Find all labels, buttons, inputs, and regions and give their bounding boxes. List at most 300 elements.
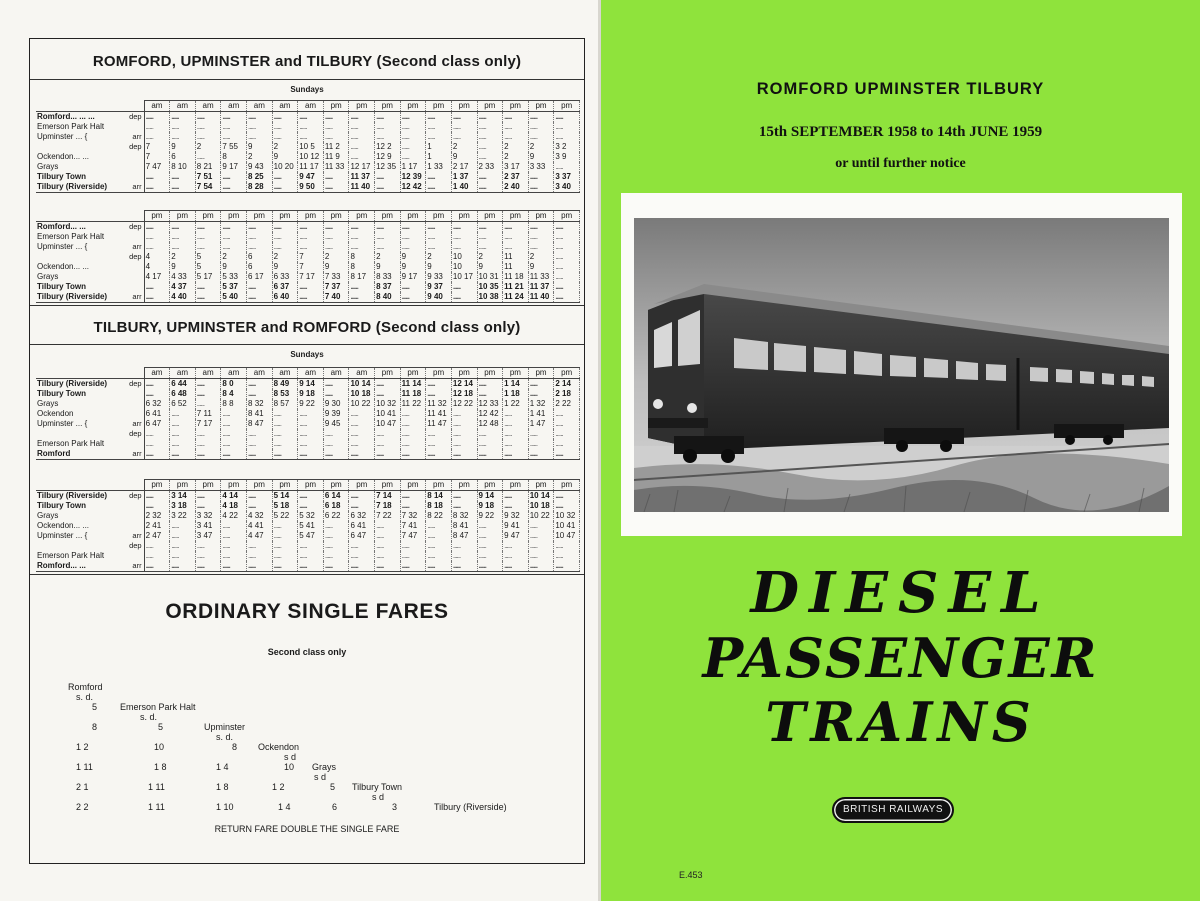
departure-time: ...... — [170, 409, 196, 419]
departure-time: 10 47 — [375, 419, 401, 429]
departure-time: 11 18 — [400, 389, 426, 399]
departure-time: ...... — [247, 561, 273, 572]
departure-time: ...... — [426, 541, 452, 551]
arr-dep-label: dep — [120, 379, 144, 390]
time-period-header: am — [195, 101, 221, 112]
departure-time: ...... — [170, 222, 196, 233]
time-period-header: pm — [170, 480, 196, 491]
departure-time: 10 22 — [349, 399, 375, 409]
time-period-header: pm — [477, 480, 503, 491]
departure-time: 9 39 — [323, 409, 349, 419]
time-period-header: pm — [503, 480, 529, 491]
timetable-frame — [29, 38, 585, 864]
departure-time: ...... — [375, 232, 401, 242]
fare-value: 6 — [332, 802, 338, 812]
fare-unit: s. d. — [140, 712, 158, 722]
departure-time: ...... — [528, 521, 554, 531]
time-period-header: pm — [503, 368, 529, 379]
departure-time: ...... — [503, 551, 529, 561]
departure-time: 9 47 — [503, 531, 529, 541]
time-period-header: pm — [349, 211, 375, 222]
cover-title-diesel: DIESEL — [750, 560, 1051, 626]
departure-time: ...... — [426, 182, 452, 193]
station-name: Tilbury Town — [37, 501, 87, 510]
departure-time: 9 30 — [323, 399, 349, 409]
arr-dep-label — [120, 282, 144, 292]
section-title-outbound: ROMFORD, UPMINSTER and TILBURY (Second class only) — [92, 53, 522, 70]
departure-time: ...... — [528, 551, 554, 561]
departure-time: ...... — [221, 439, 247, 449]
departure-time: ...... — [554, 491, 580, 502]
departure-time: 12 22 — [451, 399, 477, 409]
departure-time: ...... — [554, 409, 580, 419]
departure-time: ...... — [144, 389, 170, 399]
departure-time: 8 40 — [375, 292, 401, 303]
timetable-row — [36, 222, 580, 233]
departure-time: 4 — [144, 262, 170, 272]
departure-time: ...... — [170, 122, 196, 132]
departure-time: 8 10 — [170, 162, 196, 172]
departure-time: ...... — [554, 449, 580, 460]
timetable-row — [36, 501, 580, 511]
departure-time: ...... — [195, 389, 221, 399]
station-name: Upminster ... { — [37, 531, 88, 540]
departure-time: 2 — [247, 152, 273, 162]
departure-time: 6 32 — [144, 399, 170, 409]
departure-time: ...... — [375, 182, 401, 193]
arr-dep-label: dep — [120, 252, 144, 262]
departure-time: 12 18 — [451, 389, 477, 399]
departure-time: 12 42 — [477, 409, 503, 419]
time-period-header: pm — [375, 101, 401, 112]
departure-time: ...... — [195, 242, 221, 252]
departure-time: 2 14 — [554, 379, 580, 390]
station-name: Ockendon... ... — [37, 521, 90, 530]
departure-time: 2 — [528, 142, 554, 152]
arr-dep-label: dep — [120, 222, 144, 233]
departure-time: 10 32 — [375, 399, 401, 409]
time-period-header: pm — [349, 480, 375, 491]
departure-time: 11 33 — [323, 162, 349, 172]
departure-time: 11 41 — [426, 409, 452, 419]
departure-time: ...... — [375, 112, 401, 123]
arr-dep-label — [120, 439, 144, 449]
time-period-header: am — [323, 368, 349, 379]
departure-time: ...... — [477, 142, 503, 152]
station-name: Ockendon — [37, 409, 74, 418]
departure-time: 11 47 — [426, 419, 452, 429]
departure-time: 1 — [426, 142, 452, 152]
timetable-row — [36, 282, 580, 292]
departure-time: ...... — [298, 232, 324, 242]
departure-time: 4 22 — [221, 511, 247, 521]
departure-time: ...... — [451, 409, 477, 419]
departure-time: 10 — [451, 262, 477, 272]
departure-time: ...... — [221, 112, 247, 123]
departure-time: 8 21 — [195, 162, 221, 172]
departure-time: 8 41 — [247, 409, 273, 419]
arr-dep-label — [120, 501, 144, 511]
departure-time: ...... — [400, 112, 426, 123]
arr-dep-label — [120, 262, 144, 272]
cover-title-passenger: PASSENGER — [702, 626, 1099, 690]
departure-time: ...... — [195, 501, 221, 511]
departure-time: 2 47 — [144, 531, 170, 541]
departure-time: ...... — [503, 491, 529, 502]
departure-time: 3 32 — [195, 511, 221, 521]
departure-time: 6 52 — [170, 399, 196, 409]
departure-time: 6 37 — [272, 282, 298, 292]
departure-time: ...... — [221, 419, 247, 429]
departure-time: ...... — [170, 439, 196, 449]
departure-time: 9 40 — [426, 292, 452, 303]
timetable-row — [36, 379, 580, 390]
departure-time: 8 14 — [426, 491, 452, 502]
departure-time: ...... — [477, 531, 503, 541]
departure-time: ...... — [221, 242, 247, 252]
departure-time: 1 18 — [503, 389, 529, 399]
timetable-row — [36, 429, 580, 439]
departure-time: ...... — [503, 439, 529, 449]
departure-time: ...... — [451, 501, 477, 511]
station-name: Grays — [37, 162, 59, 171]
departure-time: 3 14 — [170, 491, 196, 502]
time-period-header: pm — [298, 211, 324, 222]
departure-time: 2 — [451, 142, 477, 152]
time-period-header: am — [170, 101, 196, 112]
fares-subtitle: Second class only — [267, 647, 347, 657]
departure-time: ...... — [400, 541, 426, 551]
departure-time: 1 14 — [503, 379, 529, 390]
departure-time: ...... — [195, 222, 221, 233]
departure-time: 10 32 — [554, 511, 580, 521]
departure-time: 5 — [195, 252, 221, 262]
departure-time: 5 37 — [221, 282, 247, 292]
departure-time: ...... — [349, 122, 375, 132]
arr-dep-label: arr — [120, 449, 144, 460]
departure-time: 4 — [144, 252, 170, 262]
departure-time: 7 22 — [375, 511, 401, 521]
departure-time: ...... — [477, 449, 503, 460]
departure-time: ...... — [349, 142, 375, 152]
station-name: Emerson Park Halt — [37, 551, 105, 560]
cover-page — [598, 0, 1200, 901]
timetable-row — [36, 162, 580, 172]
departure-time: ...... — [323, 122, 349, 132]
departure-time: ...... — [477, 242, 503, 252]
timetable-row — [36, 491, 580, 502]
time-period-header: pm — [349, 101, 375, 112]
departure-time: ...... — [272, 419, 298, 429]
fare-unit: s d — [284, 752, 297, 762]
departure-time: ...... — [426, 531, 452, 541]
departure-time: ...... — [477, 152, 503, 162]
station-name — [36, 252, 120, 262]
time-period-header: pm — [144, 480, 170, 491]
time-period-header: am — [221, 101, 247, 112]
departure-time: ...... — [528, 389, 554, 399]
departure-time: 8 25 — [247, 172, 273, 182]
departure-time: 9 18 — [298, 389, 324, 399]
departure-time: 8 — [221, 152, 247, 162]
departure-time: ...... — [144, 292, 170, 303]
departure-time: ...... — [554, 222, 580, 233]
departure-time: 9 — [170, 262, 196, 272]
departure-time: ...... — [375, 551, 401, 561]
fare-value: 5 — [92, 702, 98, 712]
departure-time: ...... — [272, 222, 298, 233]
departure-time: 2 — [426, 252, 452, 262]
timetable-row — [36, 409, 580, 419]
departure-time: ...... — [170, 112, 196, 123]
departure-time: ...... — [477, 232, 503, 242]
departure-time: ...... — [323, 561, 349, 572]
departure-time: 11 37 — [528, 282, 554, 292]
departure-time: ...... — [349, 112, 375, 123]
departure-time: ...... — [144, 541, 170, 551]
time-period-header: am — [247, 368, 273, 379]
station-name: Grays — [37, 399, 59, 408]
departure-time: ...... — [375, 521, 401, 531]
departure-time: 9 — [272, 152, 298, 162]
departure-time: 5 41 — [298, 521, 324, 531]
departure-time: 7 17 — [298, 272, 324, 282]
time-period-header: am — [272, 368, 298, 379]
departure-time: ...... — [503, 132, 529, 142]
departure-time: 3 9 — [554, 152, 580, 162]
departure-time: 2 32 — [144, 511, 170, 521]
departure-time: 4 40 — [170, 292, 196, 303]
departure-time: 10 31 — [477, 272, 503, 282]
departure-time: ...... — [503, 501, 529, 511]
departure-time: 6 33 — [272, 272, 298, 282]
departure-time: 3 22 — [170, 511, 196, 521]
departure-time: 8 0 — [221, 379, 247, 390]
departure-time: ...... — [451, 122, 477, 132]
departure-time: ...... — [528, 122, 554, 132]
departure-time: ...... — [195, 232, 221, 242]
departure-time: 3 17 — [503, 162, 529, 172]
timetable-row — [36, 449, 580, 460]
departure-time: ...... — [195, 152, 221, 162]
arr-dep-label: arr — [120, 242, 144, 252]
departure-time: ...... — [298, 112, 324, 123]
time-period-header: pm — [503, 211, 529, 222]
time-period-header: am — [247, 101, 273, 112]
departure-time: ...... — [247, 449, 273, 460]
time-period-header: pm — [528, 211, 554, 222]
departure-time: ...... — [323, 541, 349, 551]
departure-time: ...... — [298, 409, 324, 419]
time-period-header: pm — [272, 480, 298, 491]
departure-time: ...... — [272, 531, 298, 541]
departure-time: ...... — [477, 521, 503, 531]
time-period-header: pm — [477, 211, 503, 222]
departure-time: ...... — [528, 112, 554, 123]
station-name: Tilbury (Riverside) — [37, 491, 108, 500]
departure-time: ...... — [144, 379, 170, 390]
departure-time: 6 47 — [349, 531, 375, 541]
departure-time: ...... — [451, 132, 477, 142]
time-period-header: am — [144, 368, 170, 379]
departure-time: ...... — [554, 262, 580, 272]
departure-time: ...... — [323, 112, 349, 123]
departure-time: ...... — [477, 551, 503, 561]
departure-time: ...... — [528, 449, 554, 460]
departure-time: ...... — [554, 541, 580, 551]
time-period-header: pm — [375, 480, 401, 491]
departure-time: 1 40 — [451, 182, 477, 193]
section-title-inbound: TILBURY, UPMINSTER and ROMFORD (Second class only) — [93, 319, 521, 336]
fares-title: ORDINARY SINGLE FARES — [165, 600, 449, 623]
departure-time: 7 — [144, 142, 170, 152]
departure-time: ...... — [144, 551, 170, 561]
departure-time: ...... — [170, 449, 196, 460]
departure-time: 2 — [221, 252, 247, 262]
time-period-header: pm — [400, 211, 426, 222]
departure-time: ...... — [323, 242, 349, 252]
departure-time: 8 32 — [247, 399, 273, 409]
departure-time: ...... — [375, 132, 401, 142]
departure-time: ...... — [323, 551, 349, 561]
departure-time: 10 38 — [477, 292, 503, 303]
departure-time: ...... — [349, 429, 375, 439]
departure-time: ...... — [554, 242, 580, 252]
departure-time: ...... — [503, 419, 529, 429]
departure-time: ...... — [221, 122, 247, 132]
departure-time: 2 18 — [554, 389, 580, 399]
departure-time: 11 32 — [426, 399, 452, 409]
arr-dep-label: arr — [120, 419, 144, 429]
departure-time: 6 17 — [247, 272, 273, 282]
departure-time: ...... — [451, 551, 477, 561]
departure-time: ...... — [426, 551, 452, 561]
departure-time: ...... — [195, 551, 221, 561]
departure-time: 7 32 — [400, 511, 426, 521]
departure-time: ...... — [451, 449, 477, 460]
time-period-header: pm — [323, 101, 349, 112]
departure-time: ...... — [375, 379, 401, 390]
fare-value: 8 — [232, 742, 238, 752]
departure-time: 8 53 — [272, 389, 298, 399]
departure-time: 11 14 — [400, 379, 426, 390]
departure-time: 5 33 — [221, 272, 247, 282]
fare-value: 1 10 — [216, 802, 234, 812]
departure-time: ...... — [400, 501, 426, 511]
departure-time: ...... — [477, 112, 503, 123]
departure-time: ...... — [323, 232, 349, 242]
photo-mount — [621, 193, 1182, 536]
departure-time: ...... — [528, 182, 554, 193]
departure-time: 1 41 — [528, 409, 554, 419]
station-name — [36, 142, 120, 152]
departure-time: ...... — [349, 561, 375, 572]
departure-time: ...... — [426, 222, 452, 233]
departure-time: ...... — [349, 132, 375, 142]
arr-dep-label — [120, 399, 144, 409]
departure-time: ...... — [195, 439, 221, 449]
timetable-row — [36, 561, 580, 572]
arr-dep-label — [120, 551, 144, 561]
departure-time: ...... — [528, 561, 554, 572]
departure-time: ...... — [247, 242, 273, 252]
timetable-header-row — [36, 480, 580, 491]
departure-time: 6 41 — [144, 409, 170, 419]
departure-time: ...... — [221, 521, 247, 531]
departure-time: ...... — [144, 172, 170, 182]
departure-time: ...... — [298, 282, 324, 292]
departure-time: 7 18 — [375, 501, 401, 511]
return-fare-note: RETURN FARE DOUBLE THE SINGLE FARE — [214, 824, 400, 834]
departure-time: 10 — [451, 252, 477, 262]
departure-time: ...... — [528, 429, 554, 439]
departure-time: ...... — [195, 561, 221, 572]
departure-time: ...... — [144, 112, 170, 123]
departure-time: ...... — [477, 379, 503, 390]
departure-time: ...... — [426, 232, 452, 242]
time-period-header: pm — [195, 480, 221, 491]
departure-time: ...... — [375, 439, 401, 449]
departure-time: 2 — [375, 252, 401, 262]
departure-time: ...... — [554, 501, 580, 511]
departure-time: 2 22 — [554, 399, 580, 409]
departure-time: 9 — [528, 262, 554, 272]
timetable-page — [0, 0, 598, 901]
sundays-label: Sundays — [290, 85, 324, 94]
departure-time: ...... — [554, 122, 580, 132]
departure-time: ...... — [503, 242, 529, 252]
departure-time: 6 32 — [349, 511, 375, 521]
arr-dep-label: arr — [120, 132, 144, 142]
departure-time: ...... — [554, 439, 580, 449]
departure-time: 1 33 — [426, 162, 452, 172]
departure-time: ...... — [170, 551, 196, 561]
departure-time: 10 14 — [528, 491, 554, 502]
arr-dep-label — [120, 511, 144, 521]
departure-time: ...... — [528, 132, 554, 142]
departure-time: ...... — [554, 252, 580, 262]
departure-time: 11 40 — [528, 292, 554, 303]
timetable-row — [36, 122, 580, 132]
departure-time: 7 54 — [195, 182, 221, 193]
cover-route: ROMFORD UPMINSTER TILBURY — [756, 80, 1045, 98]
departure-time: ...... — [323, 521, 349, 531]
fare-unit: s. d. — [76, 692, 94, 702]
departure-time: 7 — [298, 262, 324, 272]
fare-value: 10 — [284, 762, 295, 772]
departure-time: ...... — [247, 112, 273, 123]
departure-time: ...... — [247, 551, 273, 561]
departure-time: ...... — [451, 242, 477, 252]
departure-time: 9 37 — [426, 282, 452, 292]
timetable-row — [36, 172, 580, 182]
departure-time: ...... — [426, 379, 452, 390]
departure-time: ...... — [554, 272, 580, 282]
departure-time: ...... — [503, 449, 529, 460]
departure-time: ...... — [221, 531, 247, 541]
departure-time: 2 — [503, 142, 529, 152]
departure-time: 12 48 — [477, 419, 503, 429]
departure-time: ...... — [298, 292, 324, 303]
fare-station-romford: Romford — [68, 682, 103, 692]
departure-time: ...... — [426, 132, 452, 142]
departure-time: 9 45 — [323, 419, 349, 429]
departure-time: 1 32 — [528, 399, 554, 409]
departure-time: 10 22 — [528, 511, 554, 521]
time-period-header: pm — [477, 101, 503, 112]
departure-time: ...... — [426, 172, 452, 182]
departure-time: ...... — [528, 232, 554, 242]
